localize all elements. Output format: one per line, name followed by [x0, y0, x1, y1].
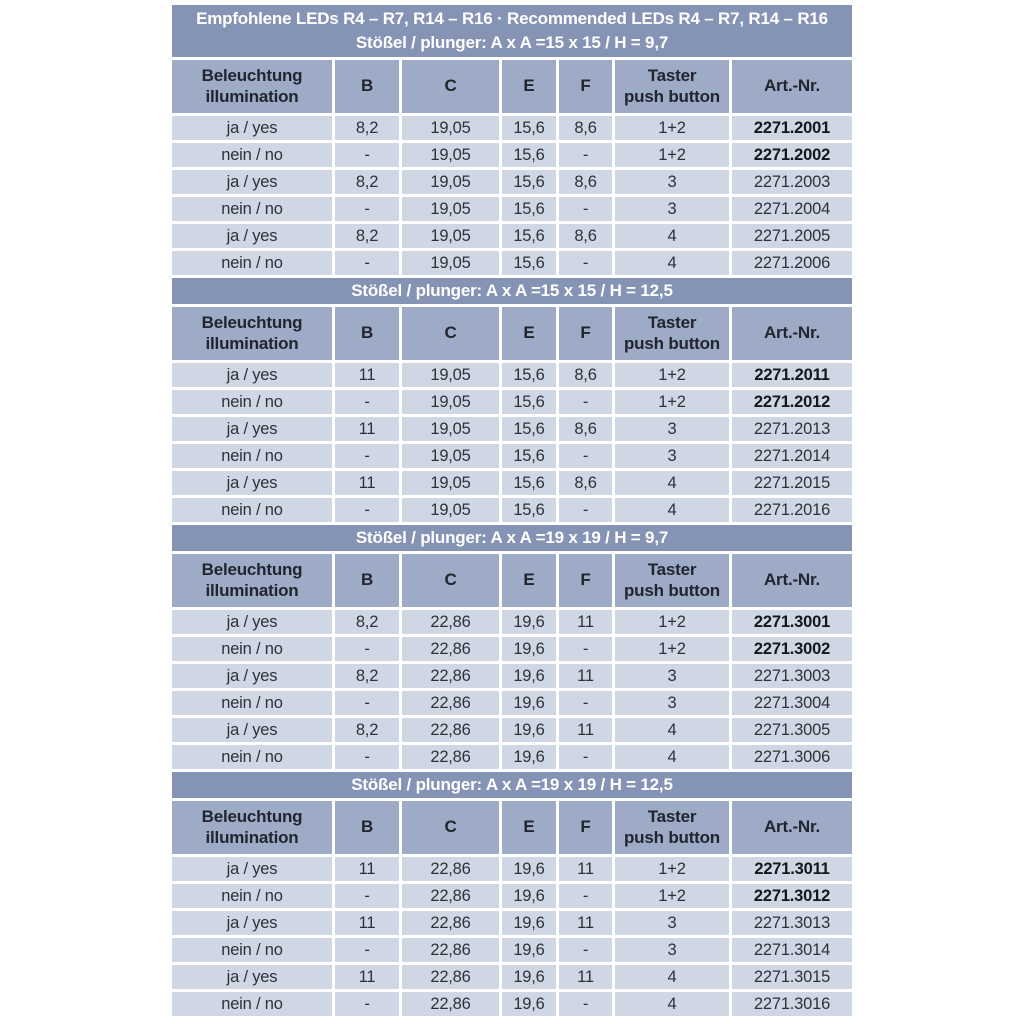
col-header-line: E: [523, 570, 535, 590]
col-header-line-en: illumination: [205, 333, 299, 353]
col-header-push-button: [615, 60, 729, 113]
cell-f: -: [559, 143, 612, 167]
cell-art-nr: 2271.2003: [732, 170, 852, 194]
cell-art-nr: 2271.3015: [732, 965, 852, 989]
cell-f: 11: [559, 911, 612, 935]
cell-push-button: 3: [615, 938, 729, 962]
cell-push-button: 3: [615, 197, 729, 221]
cell-push-button: 4: [615, 965, 729, 989]
table-row: [172, 857, 852, 881]
column-header-row: [172, 554, 852, 607]
cell-f: 11: [559, 610, 612, 634]
col-header-line-de: Taster: [647, 807, 697, 827]
cell-art-nr: 2271.3004: [732, 691, 852, 715]
cell-f: 8,6: [559, 224, 612, 248]
cell-illumination: ja / yes: [172, 664, 332, 688]
cell-art-nr: 2271.2012: [732, 390, 852, 414]
col-header-line: C: [444, 570, 457, 590]
col-header-line-en: illumination: [205, 580, 299, 600]
table-row: [172, 390, 852, 414]
cell-illumination: ja / yes: [172, 170, 332, 194]
cell-e: 15,6: [502, 390, 556, 414]
cell-push-button: 3: [615, 664, 729, 688]
cell-push-button: 3: [615, 691, 729, 715]
table-row: [172, 992, 852, 1016]
col-header-line-de: Beleuchtung: [201, 313, 303, 333]
cell-push-button: 4: [615, 498, 729, 522]
cell-e: 15,6: [502, 471, 556, 495]
cell-c: 19,05: [402, 143, 499, 167]
cell-f: -: [559, 938, 612, 962]
cell-art-nr: 2271.2005: [732, 224, 852, 248]
cell-b: -: [335, 197, 399, 221]
table-row: [172, 637, 852, 661]
cell-c: 22,86: [402, 637, 499, 661]
cell-c: 19,05: [402, 444, 499, 468]
cell-illumination: ja / yes: [172, 718, 332, 742]
cell-b: 8,2: [335, 610, 399, 634]
section-rows: [172, 116, 852, 275]
cell-c: 19,05: [402, 363, 499, 387]
cell-c: 22,86: [402, 992, 499, 1016]
cell-b: -: [335, 444, 399, 468]
col-header-illumination: [172, 307, 332, 360]
cell-art-nr: 2271.2013: [732, 417, 852, 441]
table-row: [172, 938, 852, 962]
cell-b: -: [335, 390, 399, 414]
cell-push-button: 4: [615, 745, 729, 769]
col-header-art-nr: [732, 60, 852, 113]
cell-e: 19,6: [502, 718, 556, 742]
cell-illumination: ja / yes: [172, 224, 332, 248]
col-header-line-en: push button: [624, 86, 720, 106]
col-header-line: B: [360, 570, 374, 590]
cell-illumination: ja / yes: [172, 610, 332, 634]
col-header-line-de: Beleuchtung: [201, 807, 303, 827]
cell-push-button: 1+2: [615, 610, 729, 634]
cell-push-button: 3: [615, 170, 729, 194]
cell-push-button: 3: [615, 417, 729, 441]
cell-f: 8,6: [559, 116, 612, 140]
cell-f: 8,6: [559, 471, 612, 495]
cell-f: 8,6: [559, 363, 612, 387]
cell-b: 11: [335, 911, 399, 935]
cell-illumination: nein / no: [172, 745, 332, 769]
table-section: [172, 278, 852, 522]
col-header-line: B: [360, 323, 374, 343]
cell-b: 11: [335, 857, 399, 881]
cell-c: 22,86: [402, 857, 499, 881]
col-header-e: [502, 801, 556, 854]
cell-c: 19,05: [402, 197, 499, 221]
col-header-b: [335, 801, 399, 854]
cell-art-nr: 2271.2002: [732, 143, 852, 167]
table-row: [172, 197, 852, 221]
cell-art-nr: 2271.3003: [732, 664, 852, 688]
cell-illumination: nein / no: [172, 197, 332, 221]
cell-c: 19,05: [402, 170, 499, 194]
cell-art-nr: 2271.2006: [732, 251, 852, 275]
col-header-line: Art.-Nr.: [763, 570, 821, 590]
cell-push-button: 1+2: [615, 884, 729, 908]
col-header-art-nr: [732, 554, 852, 607]
col-header-b: [335, 554, 399, 607]
cell-art-nr: 2271.3014: [732, 938, 852, 962]
section-subtitle: Stößel / plunger: A x A =19 x 19 / H = 12,5: [351, 775, 673, 795]
cell-push-button: 3: [615, 444, 729, 468]
col-header-line: B: [360, 76, 374, 96]
cell-c: 22,86: [402, 691, 499, 715]
cell-c: 22,86: [402, 884, 499, 908]
cell-e: 15,6: [502, 444, 556, 468]
cell-art-nr: 2271.3005: [732, 718, 852, 742]
col-header-line: C: [444, 323, 457, 343]
cell-c: 22,86: [402, 745, 499, 769]
col-header-line: Art.-Nr.: [763, 76, 821, 96]
col-header-line-en: push button: [624, 333, 720, 353]
cell-push-button: 1+2: [615, 143, 729, 167]
cell-push-button: 4: [615, 471, 729, 495]
cell-push-button: 3: [615, 911, 729, 935]
section-band: [172, 278, 852, 304]
table-row: [172, 718, 852, 742]
cell-art-nr: 2271.3002: [732, 637, 852, 661]
cell-f: 11: [559, 857, 612, 881]
col-header-c: [402, 60, 499, 113]
col-header-line-de: Taster: [647, 66, 697, 86]
cell-f: 8,6: [559, 170, 612, 194]
cell-f: -: [559, 745, 612, 769]
section-band: [172, 5, 852, 57]
col-header-b: [335, 307, 399, 360]
cell-e: 19,6: [502, 691, 556, 715]
col-header-art-nr: [732, 307, 852, 360]
cell-e: 19,6: [502, 610, 556, 634]
cell-art-nr: 2271.2016: [732, 498, 852, 522]
col-header-line: Art.-Nr.: [763, 817, 821, 837]
col-header-push-button: [615, 554, 729, 607]
cell-e: 15,6: [502, 498, 556, 522]
cell-illumination: nein / no: [172, 884, 332, 908]
col-header-line-de: Beleuchtung: [201, 560, 303, 580]
col-header-line: C: [444, 817, 457, 837]
cell-illumination: nein / no: [172, 390, 332, 414]
cell-c: 19,05: [402, 116, 499, 140]
col-header-line: E: [523, 76, 535, 96]
cell-b: 8,2: [335, 170, 399, 194]
col-header-c: [402, 554, 499, 607]
col-header-line: F: [580, 323, 591, 343]
cell-illumination: nein / no: [172, 143, 332, 167]
cell-c: 19,05: [402, 471, 499, 495]
table-row: [172, 610, 852, 634]
cell-illumination: ja / yes: [172, 911, 332, 935]
section-rows: [172, 610, 852, 769]
cell-e: 15,6: [502, 363, 556, 387]
table-row: [172, 498, 852, 522]
cell-art-nr: 2271.3012: [732, 884, 852, 908]
cell-e: 19,6: [502, 992, 556, 1016]
section-band: [172, 525, 852, 551]
col-header-e: [502, 307, 556, 360]
cell-push-button: 4: [615, 251, 729, 275]
section-band: [172, 772, 852, 798]
cell-e: 15,6: [502, 417, 556, 441]
cell-b: 8,2: [335, 664, 399, 688]
col-header-line: B: [360, 817, 374, 837]
cell-b: -: [335, 884, 399, 908]
col-header-line-de: Taster: [647, 313, 697, 333]
cell-c: 22,86: [402, 911, 499, 935]
cell-e: 19,6: [502, 911, 556, 935]
col-header-line: F: [580, 570, 591, 590]
table-section: [172, 5, 852, 275]
col-header-illumination: [172, 801, 332, 854]
col-header-b: [335, 60, 399, 113]
cell-e: 19,6: [502, 884, 556, 908]
cell-illumination: nein / no: [172, 444, 332, 468]
cell-f: -: [559, 197, 612, 221]
table-row: [172, 691, 852, 715]
cell-f: -: [559, 444, 612, 468]
cell-art-nr: 2271.3001: [732, 610, 852, 634]
section-rows: [172, 363, 852, 522]
column-header-row: [172, 307, 852, 360]
cell-c: 19,05: [402, 498, 499, 522]
table-section: [172, 525, 852, 769]
cell-b: -: [335, 251, 399, 275]
led-recommendation-table: [172, 5, 852, 1019]
col-header-f: [559, 801, 612, 854]
cell-b: 8,2: [335, 718, 399, 742]
table-row: [172, 143, 852, 167]
cell-c: 19,05: [402, 251, 499, 275]
cell-f: -: [559, 691, 612, 715]
cell-art-nr: 2271.3006: [732, 745, 852, 769]
col-header-c: [402, 307, 499, 360]
cell-push-button: 4: [615, 224, 729, 248]
col-header-line-en: illumination: [205, 827, 299, 847]
cell-e: 19,6: [502, 664, 556, 688]
cell-art-nr: 2271.2014: [732, 444, 852, 468]
cell-art-nr: 2271.3011: [732, 857, 852, 881]
table-row: [172, 884, 852, 908]
cell-art-nr: 2271.2004: [732, 197, 852, 221]
table-row: [172, 251, 852, 275]
cell-c: 22,86: [402, 718, 499, 742]
cell-push-button: 1+2: [615, 116, 729, 140]
section-subtitle: Stößel / plunger: A x A =15 x 15 / H = 9,7: [355, 33, 669, 52]
cell-art-nr: 2271.3013: [732, 911, 852, 935]
cell-f: 11: [559, 664, 612, 688]
cell-e: 19,6: [502, 857, 556, 881]
cell-c: 22,86: [402, 938, 499, 962]
cell-e: 15,6: [502, 251, 556, 275]
cell-push-button: 1+2: [615, 637, 729, 661]
cell-b: -: [335, 143, 399, 167]
cell-illumination: nein / no: [172, 498, 332, 522]
col-header-line: Art.-Nr.: [763, 323, 821, 343]
table-row: [172, 116, 852, 140]
col-header-e: [502, 60, 556, 113]
col-header-line: E: [523, 323, 535, 343]
cell-c: 19,05: [402, 417, 499, 441]
cell-b: -: [335, 992, 399, 1016]
cell-push-button: 1+2: [615, 363, 729, 387]
cell-e: 19,6: [502, 637, 556, 661]
table-title: Empfohlene LEDs R4 – R7, R14 – R16 · Recommended LEDs R4 – R7, R14 – R16: [196, 9, 828, 29]
cell-b: -: [335, 691, 399, 715]
cell-art-nr: 2271.2011: [732, 363, 852, 387]
section-subtitle: Stößel / plunger: A x A =15 x 15 / H = 12,5: [351, 281, 673, 301]
cell-f: 11: [559, 718, 612, 742]
col-header-f: [559, 554, 612, 607]
cell-b: 11: [335, 965, 399, 989]
col-header-line: E: [523, 817, 535, 837]
cell-f: 11: [559, 965, 612, 989]
cell-art-nr: 2271.2001: [732, 116, 852, 140]
cell-illumination: ja / yes: [172, 363, 332, 387]
col-header-f: [559, 307, 612, 360]
table-row: [172, 664, 852, 688]
cell-e: 15,6: [502, 143, 556, 167]
cell-c: 22,86: [402, 965, 499, 989]
cell-art-nr: 2271.2015: [732, 471, 852, 495]
cell-c: 22,86: [402, 664, 499, 688]
cell-push-button: 4: [615, 992, 729, 1016]
section-subtitle: Stößel / plunger: A x A =19 x 19 / H = 9,7: [355, 528, 669, 548]
col-header-line-de: Beleuchtung: [201, 66, 303, 86]
cell-b: -: [335, 498, 399, 522]
cell-e: 15,6: [502, 170, 556, 194]
col-header-line-en: push button: [624, 827, 720, 847]
cell-f: 8,6: [559, 417, 612, 441]
col-header-e: [502, 554, 556, 607]
cell-art-nr: 2271.3016: [732, 992, 852, 1016]
table-row: [172, 417, 852, 441]
column-header-row: [172, 801, 852, 854]
cell-push-button: 1+2: [615, 857, 729, 881]
table-row: [172, 170, 852, 194]
cell-c: 19,05: [402, 390, 499, 414]
cell-b: 11: [335, 471, 399, 495]
cell-illumination: ja / yes: [172, 471, 332, 495]
cell-illumination: ja / yes: [172, 116, 332, 140]
table-row: [172, 471, 852, 495]
cell-f: -: [559, 992, 612, 1016]
cell-e: 15,6: [502, 224, 556, 248]
cell-b: 8,2: [335, 116, 399, 140]
table-row: [172, 745, 852, 769]
cell-f: -: [559, 498, 612, 522]
cell-push-button: 4: [615, 718, 729, 742]
column-header-row: [172, 60, 852, 113]
cell-b: -: [335, 745, 399, 769]
col-header-push-button: [615, 307, 729, 360]
col-header-line-en: illumination: [205, 86, 299, 106]
cell-e: 19,6: [502, 745, 556, 769]
cell-b: 8,2: [335, 224, 399, 248]
cell-e: 19,6: [502, 938, 556, 962]
cell-illumination: ja / yes: [172, 417, 332, 441]
cell-f: -: [559, 390, 612, 414]
cell-c: 22,86: [402, 610, 499, 634]
table-row: [172, 911, 852, 935]
col-header-push-button: [615, 801, 729, 854]
cell-e: 15,6: [502, 197, 556, 221]
cell-illumination: nein / no: [172, 251, 332, 275]
cell-f: -: [559, 251, 612, 275]
cell-illumination: nein / no: [172, 637, 332, 661]
cell-f: -: [559, 884, 612, 908]
cell-illumination: ja / yes: [172, 965, 332, 989]
col-header-art-nr: [732, 801, 852, 854]
cell-illumination: nein / no: [172, 691, 332, 715]
section-rows: [172, 857, 852, 1016]
cell-b: -: [335, 938, 399, 962]
table-row: [172, 363, 852, 387]
col-header-f: [559, 60, 612, 113]
table-row: [172, 224, 852, 248]
cell-push-button: 1+2: [615, 390, 729, 414]
table-row: [172, 444, 852, 468]
col-header-c: [402, 801, 499, 854]
col-header-line-de: Taster: [647, 560, 697, 580]
cell-c: 19,05: [402, 224, 499, 248]
cell-illumination: nein / no: [172, 992, 332, 1016]
cell-f: -: [559, 637, 612, 661]
cell-illumination: ja / yes: [172, 857, 332, 881]
cell-b: 11: [335, 363, 399, 387]
col-header-line: F: [580, 817, 591, 837]
table-section: [172, 772, 852, 1016]
col-header-line: F: [580, 76, 591, 96]
cell-e: 19,6: [502, 965, 556, 989]
col-header-line: C: [444, 76, 457, 96]
cell-b: -: [335, 637, 399, 661]
cell-illumination: nein / no: [172, 938, 332, 962]
col-header-illumination: [172, 60, 332, 113]
cell-b: 11: [335, 417, 399, 441]
col-header-line-en: push button: [624, 580, 720, 600]
col-header-illumination: [172, 554, 332, 607]
cell-e: 15,6: [502, 116, 556, 140]
table-row: [172, 965, 852, 989]
